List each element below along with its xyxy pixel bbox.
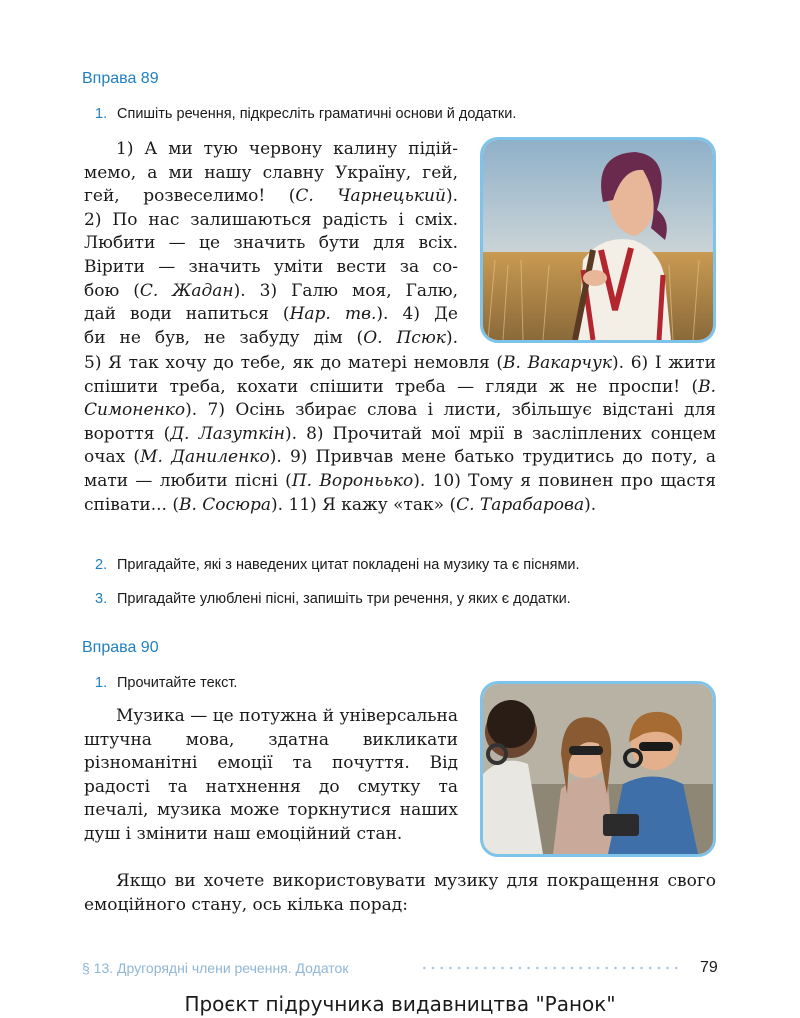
author: С. Чарнецький	[295, 186, 446, 207]
task-number: 2.	[95, 557, 108, 573]
ex89-task-1	[95, 106, 516, 122]
text-line: 2) По нас залишаються радість і сміх.	[84, 209, 458, 230]
footer-dot-leader	[420, 966, 682, 970]
task-text: Прочитайте текст.	[117, 675, 238, 691]
author: В. Вакарчук	[503, 353, 612, 373]
author: С. Жадан	[139, 280, 234, 301]
author: М. Даниленко	[140, 447, 270, 468]
text-line: Любити — це значить бути для всіх.	[84, 233, 458, 254]
footer-section-title: § 13. Другорядні члени речення. Додаток	[82, 960, 349, 976]
author: П. Вороньько	[291, 470, 414, 491]
ex89-task-3	[95, 591, 571, 607]
task-text: Пригадайте, які з наведених цитат покладені на музику та є піснями.	[117, 557, 580, 573]
task-text: Пригадайте улюблені пісні, запишіть три речення, у яких є додатки.	[117, 591, 571, 607]
task-number: 1.	[95, 675, 108, 691]
task-text: Спишіть речення, підкресліть граматичні основи й додатки.	[117, 106, 517, 122]
woman-in-field-illustration	[483, 140, 713, 340]
text-line: 1) А ми тую червону калину підій-	[116, 139, 458, 159]
task-number: 1.	[95, 106, 108, 122]
ex90-paragraph-2: Якщо ви хочете використовувати музику для покращення свого емоційного стану, ось кілька порад:	[84, 871, 716, 915]
task-number: 3.	[95, 591, 108, 607]
author: Нар. тв.	[289, 304, 377, 325]
author: В. Симоненко	[84, 376, 716, 421]
photo-friends-with-headphones	[480, 681, 716, 857]
text-line: дай води напиться (Нар. тв.). 4) Де	[84, 304, 458, 325]
exercise-90-title: Вправа 90	[82, 639, 159, 656]
text-line: бою (С. Жадан). 3) Галю моя, Галю,	[84, 280, 458, 301]
ex90-task-1	[95, 675, 237, 691]
text-line: гей, розвеселимо! (С. Чарнецький).	[84, 186, 458, 207]
author: С. Тарабарова	[456, 494, 585, 515]
exercise-89-title: Вправа 89	[82, 70, 159, 87]
page-number: 79	[700, 959, 718, 976]
friends-illustration	[483, 684, 713, 854]
ex90-paragraph-1: Музика — це потужна й універсальна штучна мова, здатна викликати різноманітні емоції та почуття. Від радості та натхнення до смутку та печалі, музика може торкнутися наших душ і змінити наш емоційний стан.	[84, 706, 458, 844]
text-line: мемо, а ми нашу славну Україну, гей,	[84, 162, 458, 183]
author: О. Псюк	[363, 327, 446, 348]
text-line: би не був, не забуду дім (О. Псюк).	[84, 327, 458, 348]
author: Д. Лазуткін	[170, 423, 285, 444]
text-line: Вірити — значить уміти вести за со-	[84, 256, 458, 277]
author: В. Сосюра	[178, 494, 272, 515]
photo-woman-with-flute	[480, 137, 716, 343]
ex89-task-2	[95, 557, 580, 573]
draft-notice: Проєкт підручника видавництва "Ранок"	[184, 992, 616, 1016]
